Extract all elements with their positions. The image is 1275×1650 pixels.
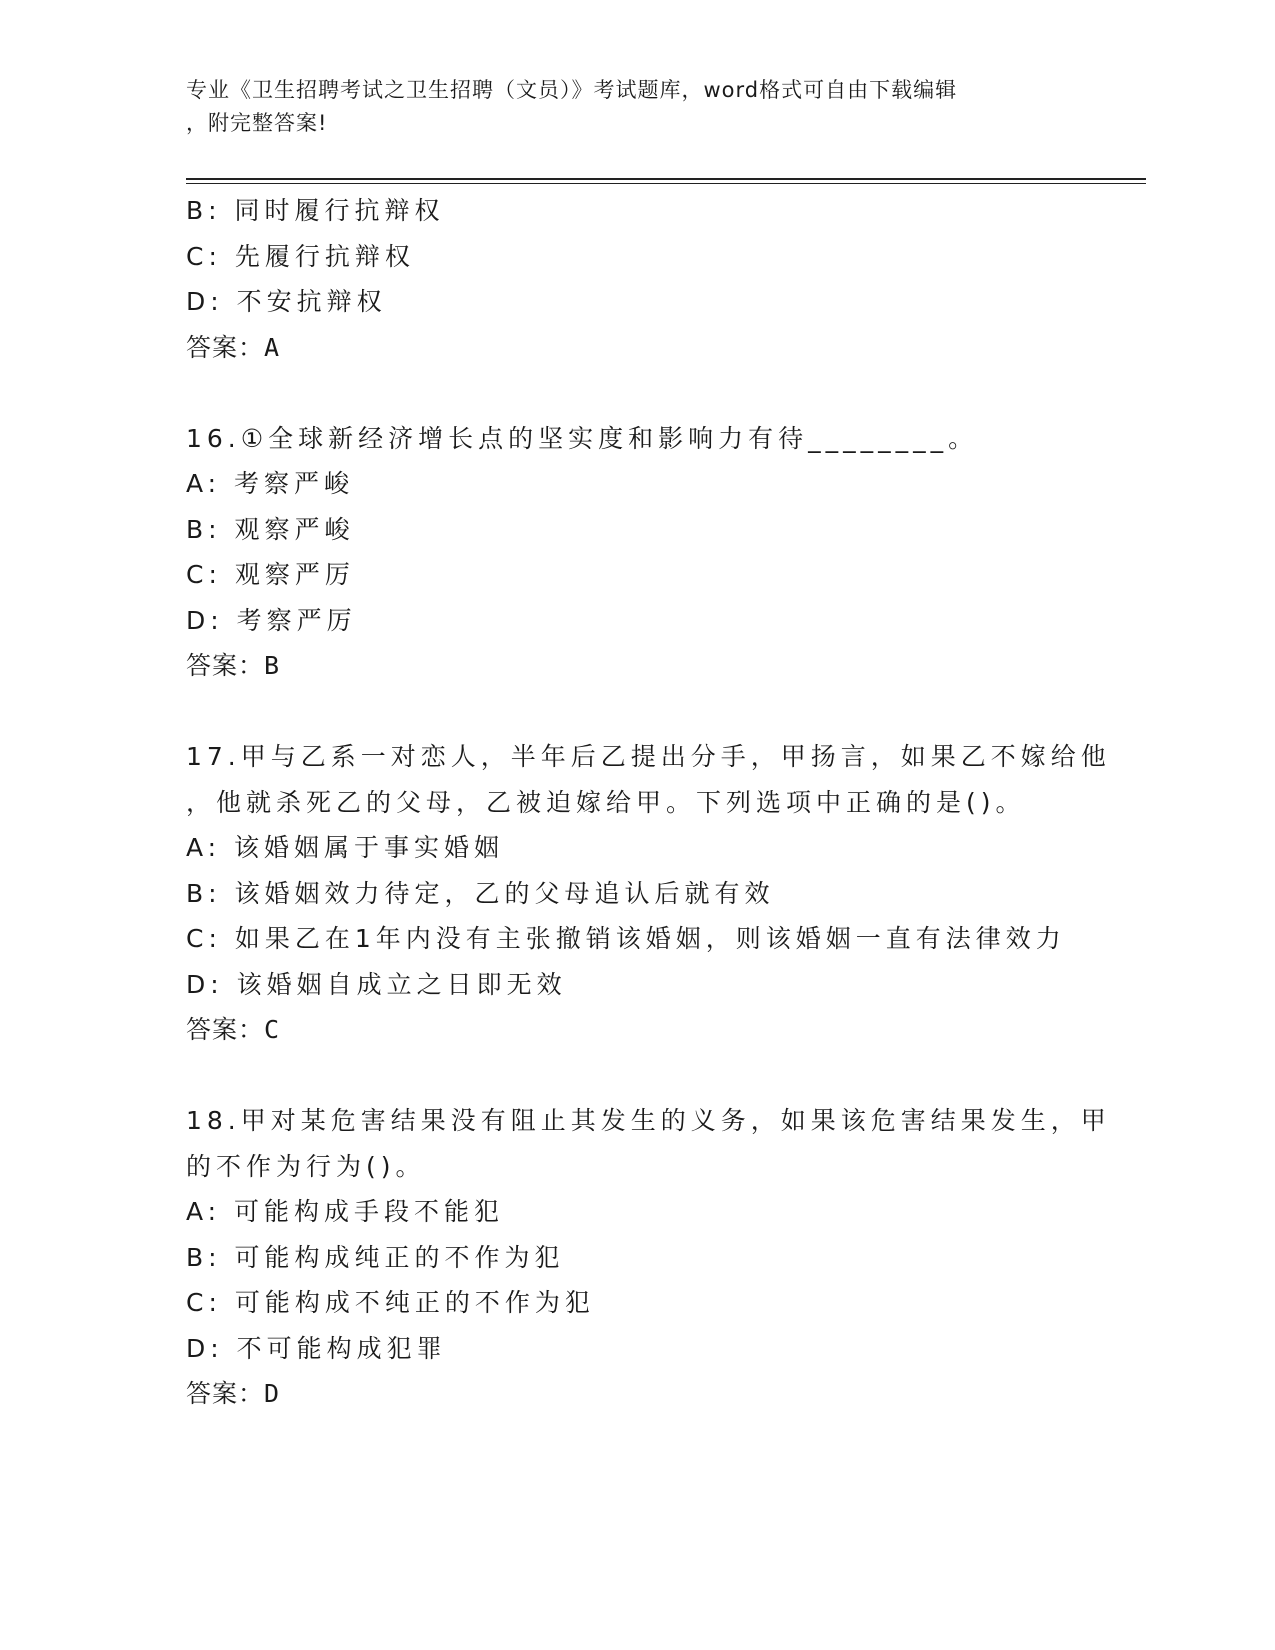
question-spacer: [186, 1053, 1086, 1099]
question-15-answer: 答案：A: [186, 332, 281, 362]
question-15-option-d: D: 不安抗辩权: [186, 287, 387, 316]
question-18-stem-line-1: 18.甲对某危害结果没有阻止其发生的义务，如果该危害结果发生，甲: [186, 1106, 1111, 1135]
page-header: [186, 74, 1086, 140]
question-17-answer: 答案：C: [186, 1015, 281, 1044]
question-18: [186, 1098, 1111, 1417]
question-16-option-d: D: 考察严厉: [186, 605, 357, 635]
question-18-option-a: A: 可能构成手段不能犯: [186, 1197, 505, 1226]
question-16-option-a: A: 考察严峻: [186, 469, 355, 498]
question-17-stem-line-1: 17.甲与乙系一对恋人，半年后乙提出分手，甲扬言，如果乙不嫁给他: [186, 742, 1111, 771]
question-spacer: [186, 370, 1086, 416]
question-16-option-c: C: 观察严厉: [186, 560, 355, 589]
question-18-option-d: D: 不可能构成犯罪: [186, 1333, 447, 1363]
question-16-option-b: B: 观察严峻: [186, 514, 355, 544]
question-spacer: [186, 689, 1086, 735]
question-16: [186, 416, 1086, 689]
header-divider: [186, 178, 1146, 184]
question-18-option-b: B: 可能构成纯正的不作为犯: [186, 1242, 565, 1272]
question-17: [186, 734, 1111, 1053]
question-17-option-a: A: 该婚姻属于事实婚姻: [186, 833, 505, 862]
question-18-option-c: C: 可能构成不纯正的不作为犯: [186, 1288, 595, 1317]
header-title-line-1: 专业《卫生招聘考试之卫生招聘（文员）》考试题库，word格式可自由下载编辑: [186, 78, 958, 102]
question-17-option-c: C: 如果乙在1年内没有主张撤销该婚姻，则该婚姻一直有法律效力: [186, 924, 1066, 953]
question-18-answer: 答案：D: [186, 1379, 281, 1408]
question-15-option-c: C: 先履行抗辩权: [186, 241, 415, 271]
question-18-stem-line-2: 的不作为行为()。: [186, 1151, 426, 1181]
question-16-stem: 16.①全球新经济增长点的坚实度和影响力有待________。: [186, 423, 979, 453]
question-17-option-b: B: 该婚姻效力待定，乙的父母追认后就有效: [186, 878, 775, 908]
question-15-option-b: B: 同时履行抗辩权: [186, 196, 445, 225]
header-title-line-2: ，附完整答案!: [186, 111, 328, 135]
question-content: [186, 188, 1111, 1417]
question-17-option-d: D: 该婚姻自成立之日即无效: [186, 969, 567, 999]
question-16-answer: 答案：B: [186, 651, 281, 680]
question-17-stem-line-2: ，他就杀死乙的父母，乙被迫嫁给甲。下列选项中正确的是()。: [186, 787, 1026, 817]
question-15-continuation: [186, 188, 1086, 370]
